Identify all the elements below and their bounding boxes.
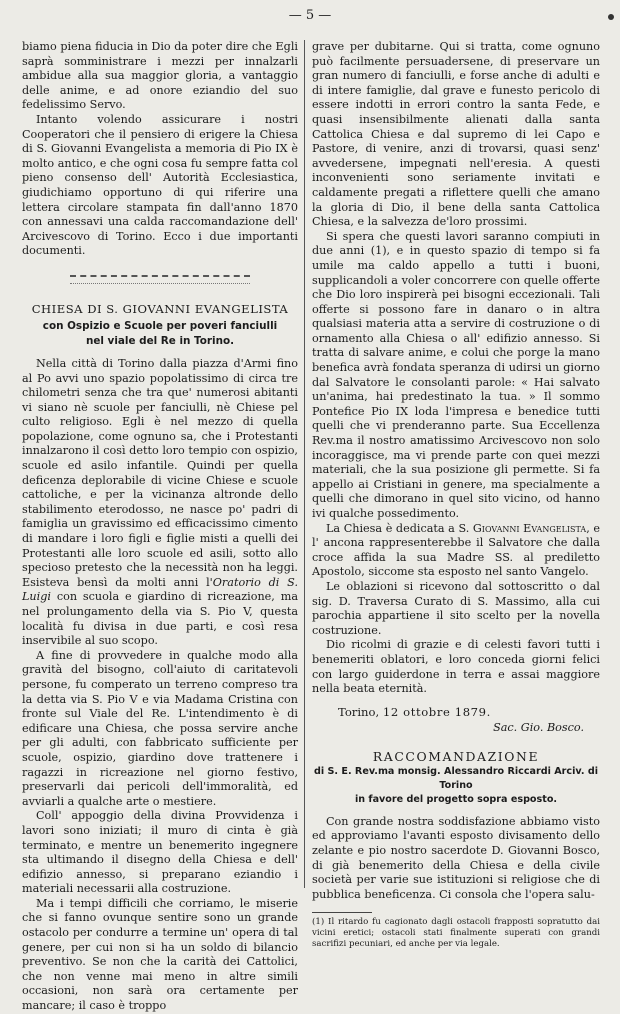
paragraph (22, 357, 298, 649)
signature: Sac. Gio. Bosco. (493, 720, 584, 734)
paragraph: Intanto volendo assicurare i nostri Cooperatori che il pensiero di erigere la Chiesa di S. Giovanni Evangelista a memoria di Pio IX è molto antico, e che ogni cosa fu sempre fatta col pieno consenso dell' Autorità Ecclesiastica, giudichiamo opportuno di qui riferire una lettera circolare stampata fin dall'anno 1870 con annessavi una calda raccomandazione dell' Arcivescovo di Torino. Ecco i due importanti documenti. (22, 112, 298, 258)
paragraph-text: Nella città di Torino dalla piazza d'Armi fino al Po avvi uno spazio popolatissimo di circa tre chilometri senza che tra que' numerosi abitanti vi siano nè scuole per fanciulli, nè Chiese pel culto religioso. Egli è nel mezzo di quella popolazione, come ognuno sa, che i Protestanti innalzarono il così detto loro tempio con ospizio, scuole ed asilo infantile. Quindi per quella deficenza deplorabile di vicine Chiese e scuole cattoliche, e per la vicinanza altronde dello stabilimento eterodosso, ne nasce po' padri di famiglia un gravissimo ed efficacissimo cimento di mandare i loro figli e figlie misti a quelli dei Protestanti alle loro scuole ed asili, sotto allo specioso pretesto che la necessità non ha leggi. Esisteva bensì da molti anni l' (22, 356, 298, 589)
paragraph-text: , e l' ancona rappresenterebbe il Salvatore che dalla croce affida la sua Madre SS. al prediletto Apostolo, siccome sta esposto nel santo Vangelo. (312, 521, 600, 579)
paragraph: Le oblazioni si ricevono dal sottoscritto o dal sig. D. Traversa Curato di S. Massimo, alla cui parochia appartiene il sito scelto per la novella costruzione. (312, 579, 600, 637)
paragraph: Coll' appoggio della divina Provvidenza i lavori sono iniziati; il muro di cinta è già terminato, e mentre un benemerito ingegnere sta ultimando il disegno della Chiesa e dell' edifizio annesso, si preparano eziandio i materiali necessarii alla costruzione. (22, 809, 298, 896)
footnote-rule (312, 912, 372, 913)
paragraph: biamo piena fiducia in Dio da poter dire che Egli saprà somministrare i mezzi per innalzarli ambidue alla sua maggior gloria, a vantaggio delle anime, e ad onore eziandio del suo fedelissimo Servo. (22, 40, 298, 112)
paragraph: Si spera che questi lavori saranno compiuti in due anni (1), e in questo spazio di tempo si fa umile ma caldo appello a tutti i buoni, supplicandoli a voler concorrere con quelle offerte che Dio loro inspirerà pei bisogni eccezionali. Tali offerte si possono fare in danaro o in altra qualsiasi materia atta a servire di costruzione o di ornamento alla Chiesa o all' edifizio annesso. Si tratta di salvare anime, e colui che porge la mano benefica avrà fondata speranza di udirsi un giorno dal Salvatore le consolanti parole: « Hai salvato un'anima, hai predestinato la tua. » Il sommo Pontefice Pio IX loda l'impresa e benedice tutti quelli che vi prenderanno parte. Sua Eccellenza Rev.ma il nostro amatissimo Arcivescovo non solo incoraggisce, ma vi prende parte con quei mezzi materiali, che la sua posizione gli permette. Si fa appello ai Cristiani in genere, ma specialmente a quelli che dimorano in quel sito vicino, od hanno ivi qualche possedimento. (312, 229, 600, 520)
section-title: CHIESA DI S. GIOVANNI EVANGELISTA (31, 301, 289, 316)
recommendation-subtitle: in favore del progetto sopra esposto. (354, 793, 558, 805)
section-subtitle: con Ospizio e Scuole per poveri fanciulli (42, 319, 278, 332)
footnote: (1) Il ritardo fu cagionato dagli ostacoli frapposti sopratutto dai vicini eretici; ostacoli stati finalmente superati con grandi sacrifizi pecuniari, ed anche per via legale. (312, 917, 600, 950)
date: 12 ottobre 1879. (382, 704, 491, 719)
left-column (22, 40, 298, 1014)
paragraph-text: La Chiesa è dedicata a (326, 521, 455, 535)
ink-spot (608, 14, 614, 20)
recommendation-subtitle: di S. E. Rev.ma monsig. Alessandro Riccardi Arciv. di Torino (314, 765, 598, 791)
paragraph: Con grande nostra soddisfazione abbiamo visto ed approviamo l'avanti esposto divisamento dello zelante e pio nostro sacerdote D. Giovanni Bosco, di già benemerito della Chiesa e della civile società per varie sue istituzioni si religiose che di pubblica beneficenza. Ci consola che l'opera salu- (312, 814, 600, 901)
paragraph (312, 522, 600, 580)
recommendation-title: RACCOMANDAZIONE (372, 748, 540, 764)
oratorio-name: Oratorio di S. Luigi (22, 575, 298, 604)
paragraph-text: con scuola e giardino di ricreazione, ma nel prolungamento della via S. Pio V, questa località fu divisa in due parti, e così resa inservibile al suo scopo. (22, 590, 298, 648)
date-place: Torino, (338, 704, 380, 719)
section-divider (70, 275, 250, 284)
paragraph: A fine di provvedere in qualche modo alla gravità del bisogno, coll'aiuto di caritatevoli persone, fu comperato un terreno compreso tra la detta via S. Pio V e via Madama Cristina con fronte sul Viale del Re. L'intendimento è di edificare una Chiesa, che possa servire anche per gli adulti, con fabbricato sufficiente per scuole, ospizio, giardino dove trattenere i ragazzi in ricreazione nel giorno festivo, preservarli dai pericoli dell'immoralità, ed avviarli a qualche arte o mestiere. (22, 648, 298, 808)
date-line (312, 705, 600, 720)
paragraph: Ma i tempi difficili che corriamo, le miserie che si fanno ovunque sentire sono un grande ostacolo per condurre a termine un' opera di tal genere, per cui non si ha un soldo di bilancio preventivo. Se non che la carità dei Cattolici, che non venne mai meno in altre simili occasioni, non sarà ora certamente per mancare; il caso è troppo (22, 896, 298, 1013)
column-divider (304, 40, 305, 888)
section-subtitle: nel viale del Re in Torino. (85, 334, 235, 347)
paragraph: Dio ricolmi di grazie e di celesti favori tutti i benemeriti oblatori, e loro conceda giorni felici con largo guiderdone in terra e assai maggiore nella beata eternità. (312, 638, 600, 696)
right-column (312, 40, 600, 950)
page-number: — 5 — (288, 8, 332, 23)
church-dedication: S. Giovanni Evangelista (458, 521, 587, 535)
paragraph: grave per dubitarne. Qui si tratta, come ognuno può facilmente persuadersene, di preservare un gran numero di fanciulli, e forse anche di adulti e di intere famiglie, dal grave e funesto pericolo di essere indotti in errori contro la santa Fede, e quasi insensibilmente alienati dalla santa Cattolica Chiesa e dal supremo di lei Capo e Pastore, di venire, anzi di trovarsi, quasi senz' avvedersene, impegnati nell'eresia. A questi inconvenienti sono seriamente invitati e caldamente pregati a riflettere quelli che amano la gloria di Dio, il bene della santa Cattolica Chiesa, e la salvezza de'loro prossimi. (312, 40, 600, 229)
